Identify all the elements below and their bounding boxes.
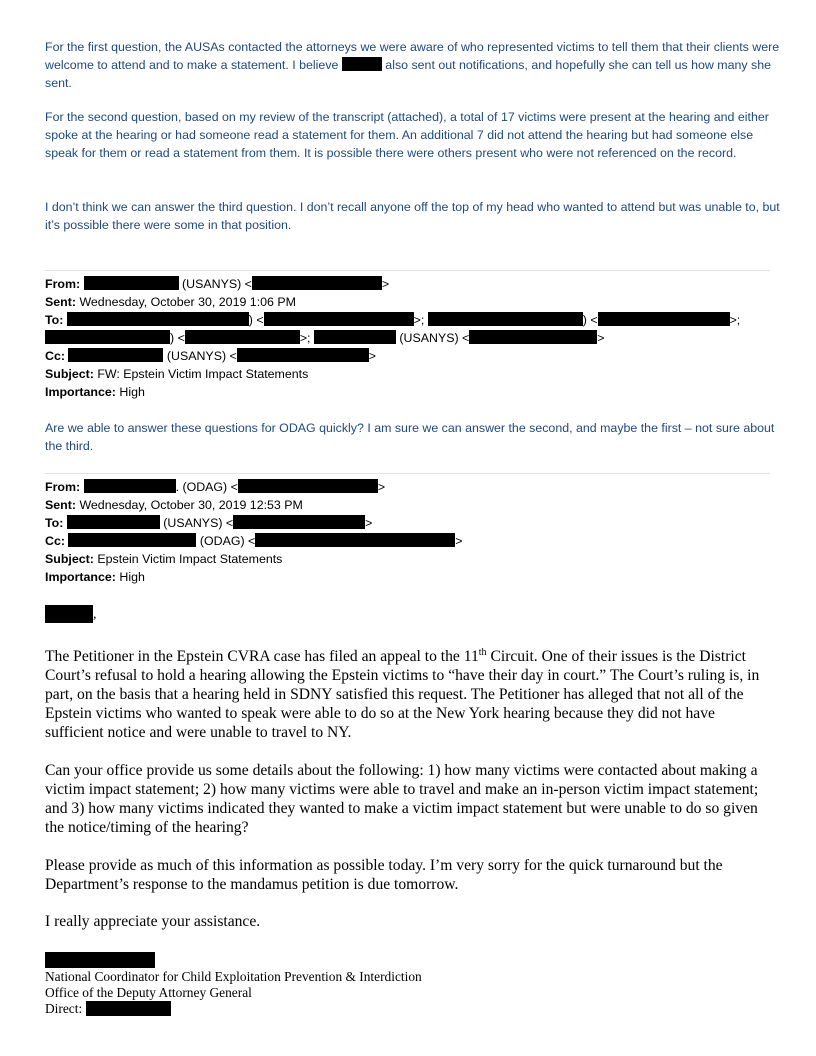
cc-org: (ODAG) <	[199, 534, 256, 548]
header2-from-line	[45, 478, 385, 496]
reply-paragraph-3: I don’t think we can answer the third question. I don’t recall anyone off the top of my head who wanted to attend but was unable to, but it’s possible there were some in that position.	[45, 200, 780, 232]
signature-title: National Coordinator for Child Exploitation Prevention & Interdiction	[45, 969, 422, 984]
header2-cc-line	[45, 532, 463, 550]
cc-label: Cc:	[45, 349, 65, 363]
to-separator: >;	[299, 331, 311, 345]
redacted-sender	[84, 479, 176, 493]
header2-sent-line	[45, 496, 303, 514]
to-separator: >;	[729, 313, 741, 327]
from-label: From:	[45, 277, 81, 291]
to-separator: ) <	[248, 313, 264, 327]
redacted-email	[598, 312, 730, 326]
redacted-email	[469, 330, 597, 344]
importance-value: High	[119, 385, 145, 399]
header2-to-line	[45, 514, 372, 532]
header1-importance-line	[45, 383, 145, 401]
to-separator: ) <	[582, 313, 598, 327]
cc-end: >	[368, 349, 377, 363]
redacted-recipient	[314, 330, 396, 344]
to-org: (USANYS) <	[399, 331, 470, 345]
redacted-greeting-name	[45, 605, 93, 623]
importance-value: High	[119, 570, 145, 584]
to-end: >	[597, 331, 605, 345]
ordinal-suffix: th	[478, 646, 487, 658]
reply-paragraph-1	[45, 38, 780, 92]
cc-label: Cc:	[45, 534, 65, 548]
redacted-sender	[84, 276, 179, 290]
header1-to-line-2	[45, 329, 605, 347]
signature-direct-line	[45, 1001, 171, 1017]
redacted-email	[233, 515, 365, 529]
from-end: >	[381, 277, 390, 291]
header1-sent-line	[45, 293, 296, 311]
signature-office: Office of the Deputy Attorney General	[45, 985, 252, 1000]
from-end: >	[377, 480, 386, 494]
subject-label: Subject:	[45, 552, 94, 566]
redacted-cc	[68, 348, 163, 362]
from-org: . (ODAG) <	[175, 480, 238, 494]
redacted-email	[185, 330, 300, 344]
sent-label: Sent:	[45, 498, 76, 512]
reply-paragraph-1-text-b: also sent out notifications, and hopefully she can tell us how many she sent.	[45, 58, 772, 90]
redacted-cc	[68, 533, 196, 547]
from-label: From:	[45, 480, 81, 494]
redacted-recipient	[67, 515, 160, 529]
redacted-name	[342, 57, 382, 71]
importance-label: Importance:	[45, 570, 116, 584]
cc-end: >	[455, 534, 463, 548]
header1-from-line	[45, 275, 389, 293]
original-paragraph-4: I really appreciate your assistance.	[45, 913, 261, 930]
from-org: (USANYS) <	[182, 277, 252, 291]
original-paragraph-2: Can your office provide us some details about the following: 1) how many victims were contacted about making a victim impact statement; 2) how many victims were able to travel and make an in-person victim impact statement; and 3) how many victims indicated they wanted to make a victim impact statement but were unable to do so given the notice/timing of the hearing?	[45, 762, 759, 836]
reply-paragraph-1-text-a: For the first question, the AUSAs contacted the attorneys we were aware of who represented victims to tell them that their clients were welcome to attend and to make a statement. I believe	[45, 40, 780, 72]
to-separator: >;	[413, 313, 425, 327]
redacted-signature-name	[45, 952, 155, 968]
sent-value: Wednesday, October 30, 2019 1:06 PM	[79, 295, 296, 309]
direct-label: Direct:	[45, 1001, 83, 1016]
redacted-email	[255, 533, 455, 547]
sent-value: Wednesday, October 30, 2019 12:53 PM	[79, 498, 303, 512]
redacted-recipient	[45, 330, 170, 344]
header1-to-line	[45, 311, 740, 329]
importance-label: Importance:	[45, 385, 116, 399]
original-paragraph-1-text-b: Circuit. One of their issues is the District Court’s refusal to hold a hearing allowing the Epstein victims to “have their day in court.” The Court’s ruling is, in part, on the basis that a hearing held in SDNY satisfied this request. The Petitioner has alleged that not all of the Epstein victims who wanted to speak were able to do so at the New York hearing because they did not have sufficient notice and were unable to travel to NY.	[45, 648, 760, 741]
to-org: (USANYS) <	[163, 516, 234, 530]
redacted-recipient	[428, 312, 583, 326]
header-divider	[45, 473, 770, 474]
reply-paragraph-2: For the second question, based on my review of the transcript (attached), a total of 17 victims were present at the hearing and either spoke at the hearing or had someone read a statement for them. An additional 7 did not attend the hearing but had someone else speak for them or read a statement from them. It is possible there were others present who were not referenced on the record.	[45, 110, 769, 160]
to-label: To:	[45, 516, 64, 530]
redacted-email	[264, 312, 414, 326]
sent-label: Sent:	[45, 295, 76, 309]
header1-cc-line	[45, 347, 376, 365]
subject-value: FW: Epstein Victim Impact Statements	[97, 367, 309, 381]
redacted-email	[238, 479, 378, 493]
header1-subject-line	[45, 365, 308, 383]
cc-org: (USANYS) <	[166, 349, 237, 363]
to-end: >	[365, 516, 373, 530]
forward-note: Are we able to answer these questions for ODAG quickly? I am sure we can answer the second, and maybe the first – not sure about the third.	[45, 421, 775, 453]
subject-value: Epstein Victim Impact Statements	[97, 552, 283, 566]
original-paragraph-1-text-a: The Petitioner in the Epstein CVRA case has filed an appeal to the 11	[45, 648, 479, 665]
redacted-email	[252, 276, 382, 290]
redacted-recipient	[67, 312, 249, 326]
original-paragraph-3: Please provide as much of this information as possible today. I’m very sorry for the quick turnaround but the Department’s response to the mandamus petition is due tomorrow.	[45, 857, 723, 893]
redacted-phone	[86, 1001, 171, 1016]
header-divider	[45, 270, 770, 271]
redacted-email	[237, 348, 369, 362]
original-paragraph-1	[45, 647, 775, 742]
header2-importance-line	[45, 568, 145, 586]
to-label: To:	[45, 313, 64, 327]
to-separator: ) <	[170, 331, 185, 345]
subject-label: Subject:	[45, 367, 94, 381]
greeting-punctuation: ,	[93, 607, 97, 622]
header2-subject-line	[45, 550, 282, 568]
